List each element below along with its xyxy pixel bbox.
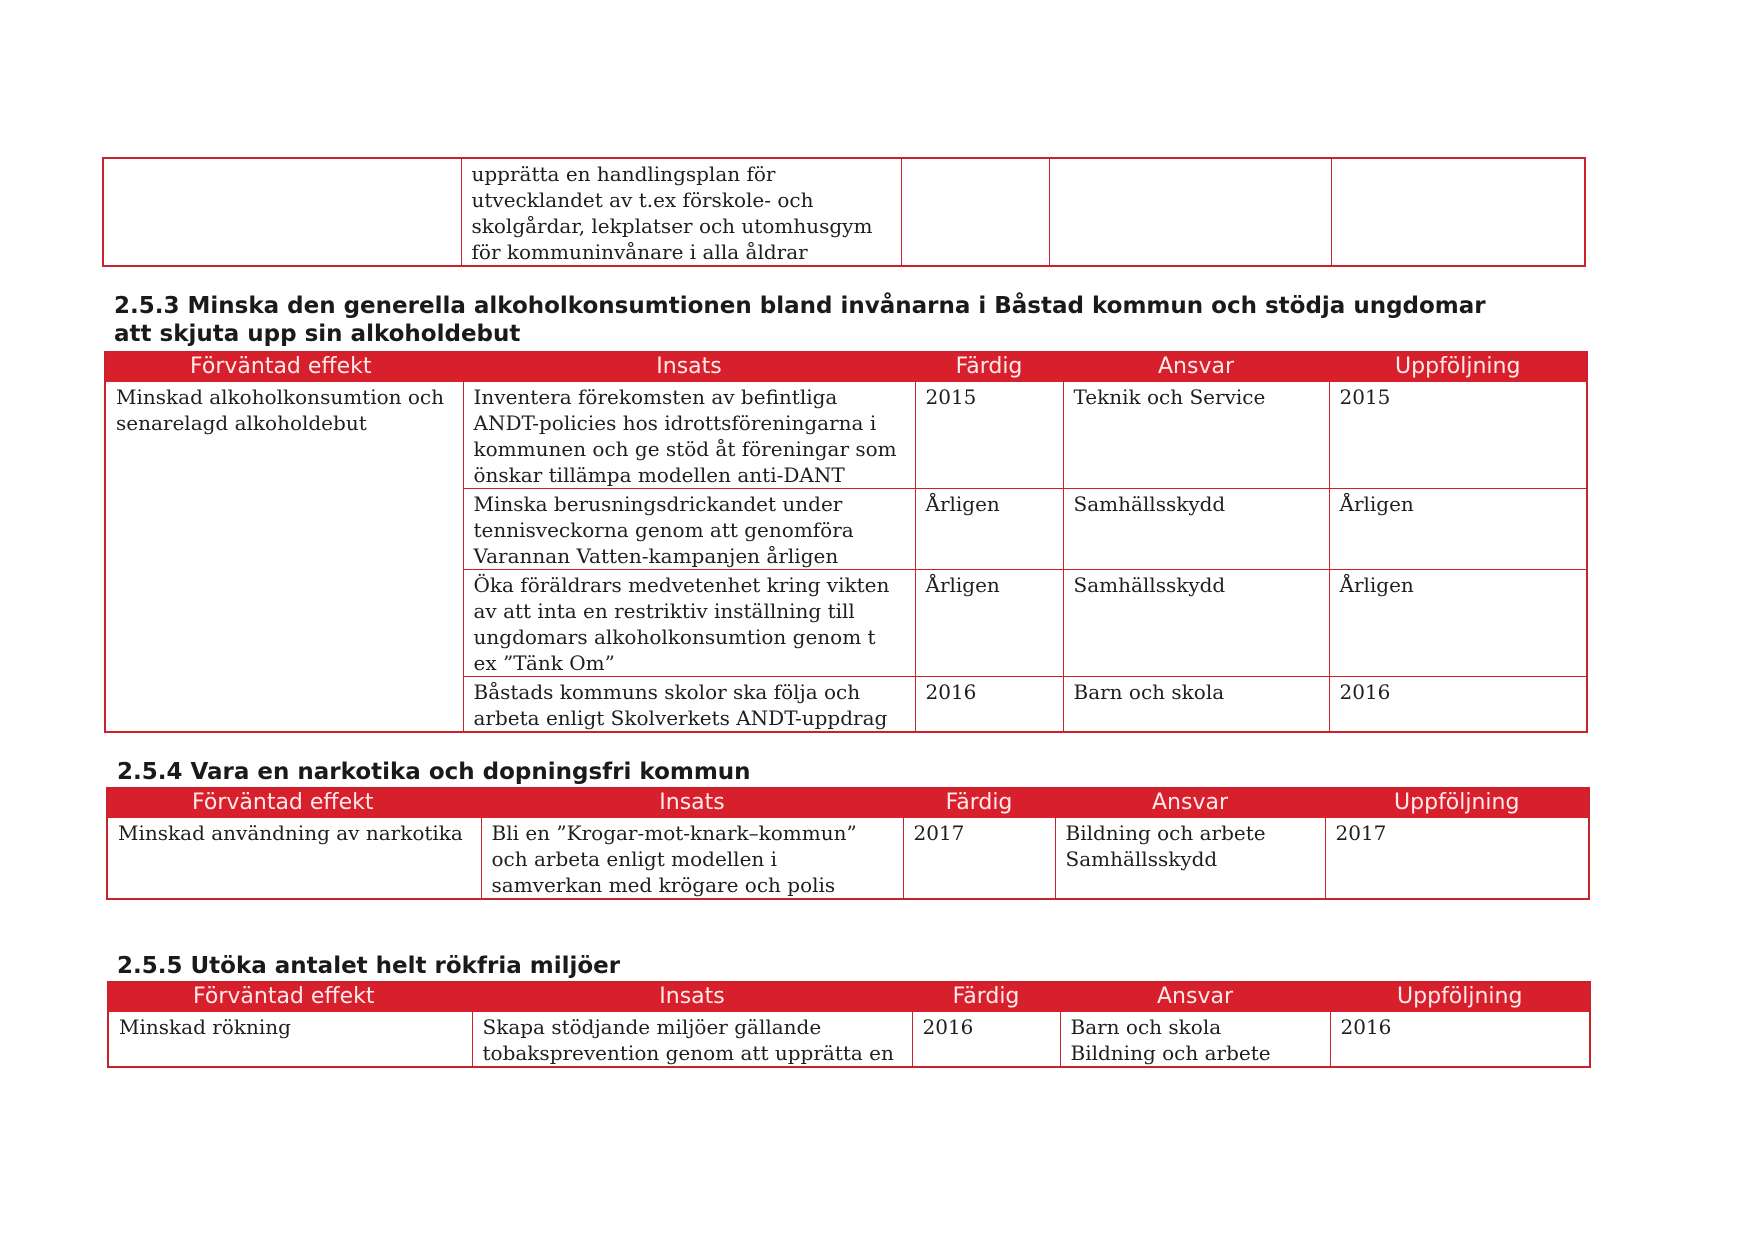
header-action: Insats bbox=[481, 788, 903, 818]
responsible-cell bbox=[1060, 1012, 1330, 1068]
header-done: Färdig bbox=[915, 352, 1063, 382]
action-cell: Inventera förekomsten av befintliga ANDT-policies hos idrottsföreningarna i kommunen och ge stöd åt föreningar som önskar tillämpa modellen anti-DANT bbox=[463, 382, 915, 489]
action-cell: Bli en ”Krogar-mot-knark–kommun” och arbeta enligt modellen i samverkan med krögare och polis bbox=[481, 818, 903, 900]
responsible-cell: Teknik och Service bbox=[1063, 382, 1329, 489]
action-cell: upprätta en handlingsplan för utvecklandet av t.ex förskole- och skolgårdar, lekplatser och utomhusgym för kommuninvånare i alla åldrar bbox=[461, 158, 901, 266]
responsible-line: Samhällsskydd bbox=[1065, 847, 1218, 871]
header-done: Färdig bbox=[903, 788, 1055, 818]
followup-cell: Årligen bbox=[1329, 570, 1587, 677]
header-effect: Förväntad effekt bbox=[107, 788, 481, 818]
followup-cell: 2016 bbox=[1329, 677, 1587, 733]
section-253-heading: 2.5.3 Minska den generella alkoholkonsumtionen bland invånarna i Båstad kommun och stödja ungdomar att skjuta upp sin alkoholdebut bbox=[114, 293, 1486, 347]
section-254-heading: 2.5.4 Vara en narkotika och dopningsfri kommun bbox=[117, 759, 751, 785]
table-row bbox=[108, 1012, 1590, 1068]
header-done: Färdig bbox=[912, 982, 1060, 1012]
section-255-table bbox=[107, 981, 1591, 1068]
done-cell: 2016 bbox=[915, 677, 1063, 733]
header-responsible: Ansvar bbox=[1055, 788, 1325, 818]
followup-cell: 2015 bbox=[1329, 382, 1587, 489]
header-row bbox=[108, 982, 1590, 1012]
header-action: Insats bbox=[472, 982, 912, 1012]
followup-cell: 2016 bbox=[1330, 1012, 1590, 1068]
effect-cell: Minskad användning av narkotika bbox=[107, 818, 481, 900]
done-cell: 2017 bbox=[903, 818, 1055, 900]
followup-cell: 2017 bbox=[1325, 818, 1589, 900]
responsible-cell: Barn och skola bbox=[1063, 677, 1329, 733]
effect-cell: Minskad alkoholkonsumtion och senarelagd alkoholdebut bbox=[105, 382, 463, 733]
responsible-cell bbox=[1049, 158, 1331, 266]
section-255-heading: 2.5.5 Utöka antalet helt rökfria miljöer bbox=[117, 953, 621, 979]
header-followup: Uppföljning bbox=[1330, 982, 1590, 1012]
section-254-table bbox=[106, 787, 1590, 900]
header-effect: Förväntad effekt bbox=[105, 352, 463, 382]
header-effect: Förväntad effekt bbox=[108, 982, 472, 1012]
followup-cell: Årligen bbox=[1329, 489, 1587, 570]
header-followup: Uppföljning bbox=[1329, 352, 1587, 382]
effect-cell bbox=[103, 158, 461, 266]
header-action: Insats bbox=[463, 352, 915, 382]
header-row bbox=[105, 352, 1587, 382]
responsible-line: Bildning och arbete bbox=[1065, 821, 1266, 845]
responsible-cell: Samhällsskydd bbox=[1063, 570, 1329, 677]
action-cell: Skapa stödjande miljöer gällande tobaksprevention genom att upprätta en bbox=[472, 1012, 912, 1068]
action-cell: Minska berusningsdrickandet under tennisveckorna genom att genomföra Varannan Vatten-kampanjen årligen bbox=[463, 489, 915, 570]
section-253-table bbox=[104, 351, 1588, 733]
responsible-line: Barn och skola bbox=[1070, 1015, 1222, 1039]
table-row bbox=[103, 158, 1585, 266]
header-responsible: Ansvar bbox=[1063, 352, 1329, 382]
action-cell: Öka föräldrars medvetenhet kring vikten av att inta en restriktiv inställning till ungdomars alkoholkonsumtion genom t ex ”Tänk Om” bbox=[463, 570, 915, 677]
header-row bbox=[107, 788, 1589, 818]
done-cell: Årligen bbox=[915, 489, 1063, 570]
responsible-line: Bildning och arbete bbox=[1070, 1041, 1271, 1065]
header-responsible: Ansvar bbox=[1060, 982, 1330, 1012]
table-row bbox=[105, 382, 1587, 489]
table-row bbox=[107, 818, 1589, 900]
done-cell bbox=[901, 158, 1049, 266]
continuation-table bbox=[102, 157, 1586, 267]
action-cell: Båstads kommuns skolor ska följa och arbeta enligt Skolverkets ANDT-uppdrag bbox=[463, 677, 915, 733]
followup-cell bbox=[1331, 158, 1585, 266]
done-cell: 2015 bbox=[915, 382, 1063, 489]
done-cell: 2016 bbox=[912, 1012, 1060, 1068]
responsible-cell: Samhällsskydd bbox=[1063, 489, 1329, 570]
responsible-cell bbox=[1055, 818, 1325, 900]
effect-cell: Minskad rökning bbox=[108, 1012, 472, 1068]
header-followup: Uppföljning bbox=[1325, 788, 1589, 818]
done-cell: Årligen bbox=[915, 570, 1063, 677]
